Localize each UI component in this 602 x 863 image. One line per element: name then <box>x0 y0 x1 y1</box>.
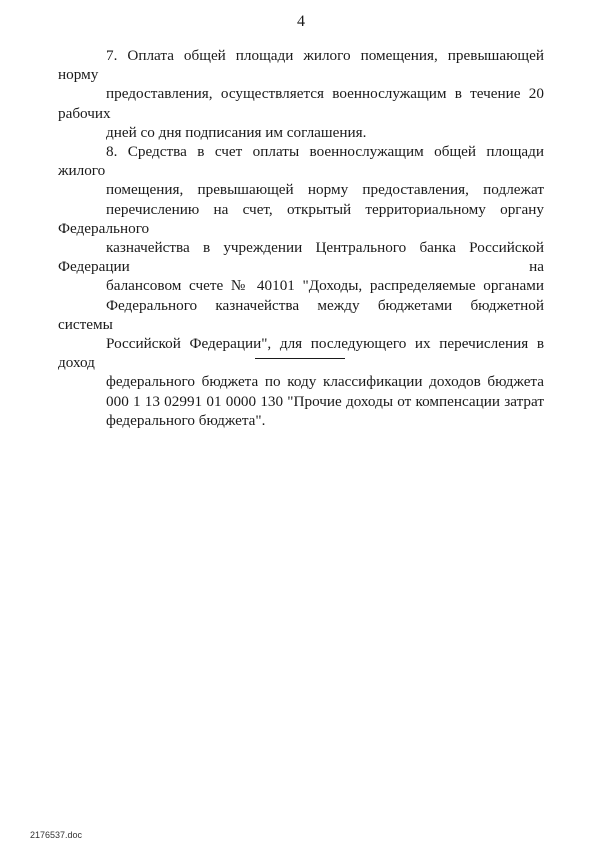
document-file-id: 2176537.doc <box>30 830 83 840</box>
paragraph-8 <box>58 142 544 430</box>
page-number: 4 <box>297 13 305 30</box>
text-line: 8. Средства в счет оплаты военнослужащим общей площади жилого <box>58 143 544 180</box>
end-of-document-rule <box>255 358 345 359</box>
text-line: 7. Оплата общей площади жилого помещения, превышающей норму <box>58 47 544 84</box>
text-line: перечислению на счет, открытый территориальному органу Федерального <box>58 200 544 237</box>
text-line: Федерального казначейства между бюджетами бюджетной системы <box>58 296 544 333</box>
text-line: казначейства в учреждении Центрального банка Российской Федерации на <box>58 239 544 276</box>
paragraph-7 <box>58 46 544 142</box>
text-line: помещения, превышающей норму предоставления, подлежат <box>106 181 544 199</box>
text-line: федерального бюджета по коду классификации доходов бюджета <box>106 373 544 391</box>
text-line: 000 1 13 02991 01 0000 130 "Прочие доходы от компенсации затрат <box>106 392 544 410</box>
text-line: балансовом счете № 40101 "Доходы, распределяемые органами <box>106 277 544 295</box>
text-line: предоставления, осуществляется военнослужащим в течение 20 рабочих <box>58 85 544 122</box>
text-line: Российской Федерации", для последующего их перечисления в доход <box>58 335 544 372</box>
document-body <box>58 46 544 430</box>
text-line: федерального бюджета". <box>106 411 266 429</box>
text-line: дней со дня подписания им соглашения. <box>106 123 367 141</box>
